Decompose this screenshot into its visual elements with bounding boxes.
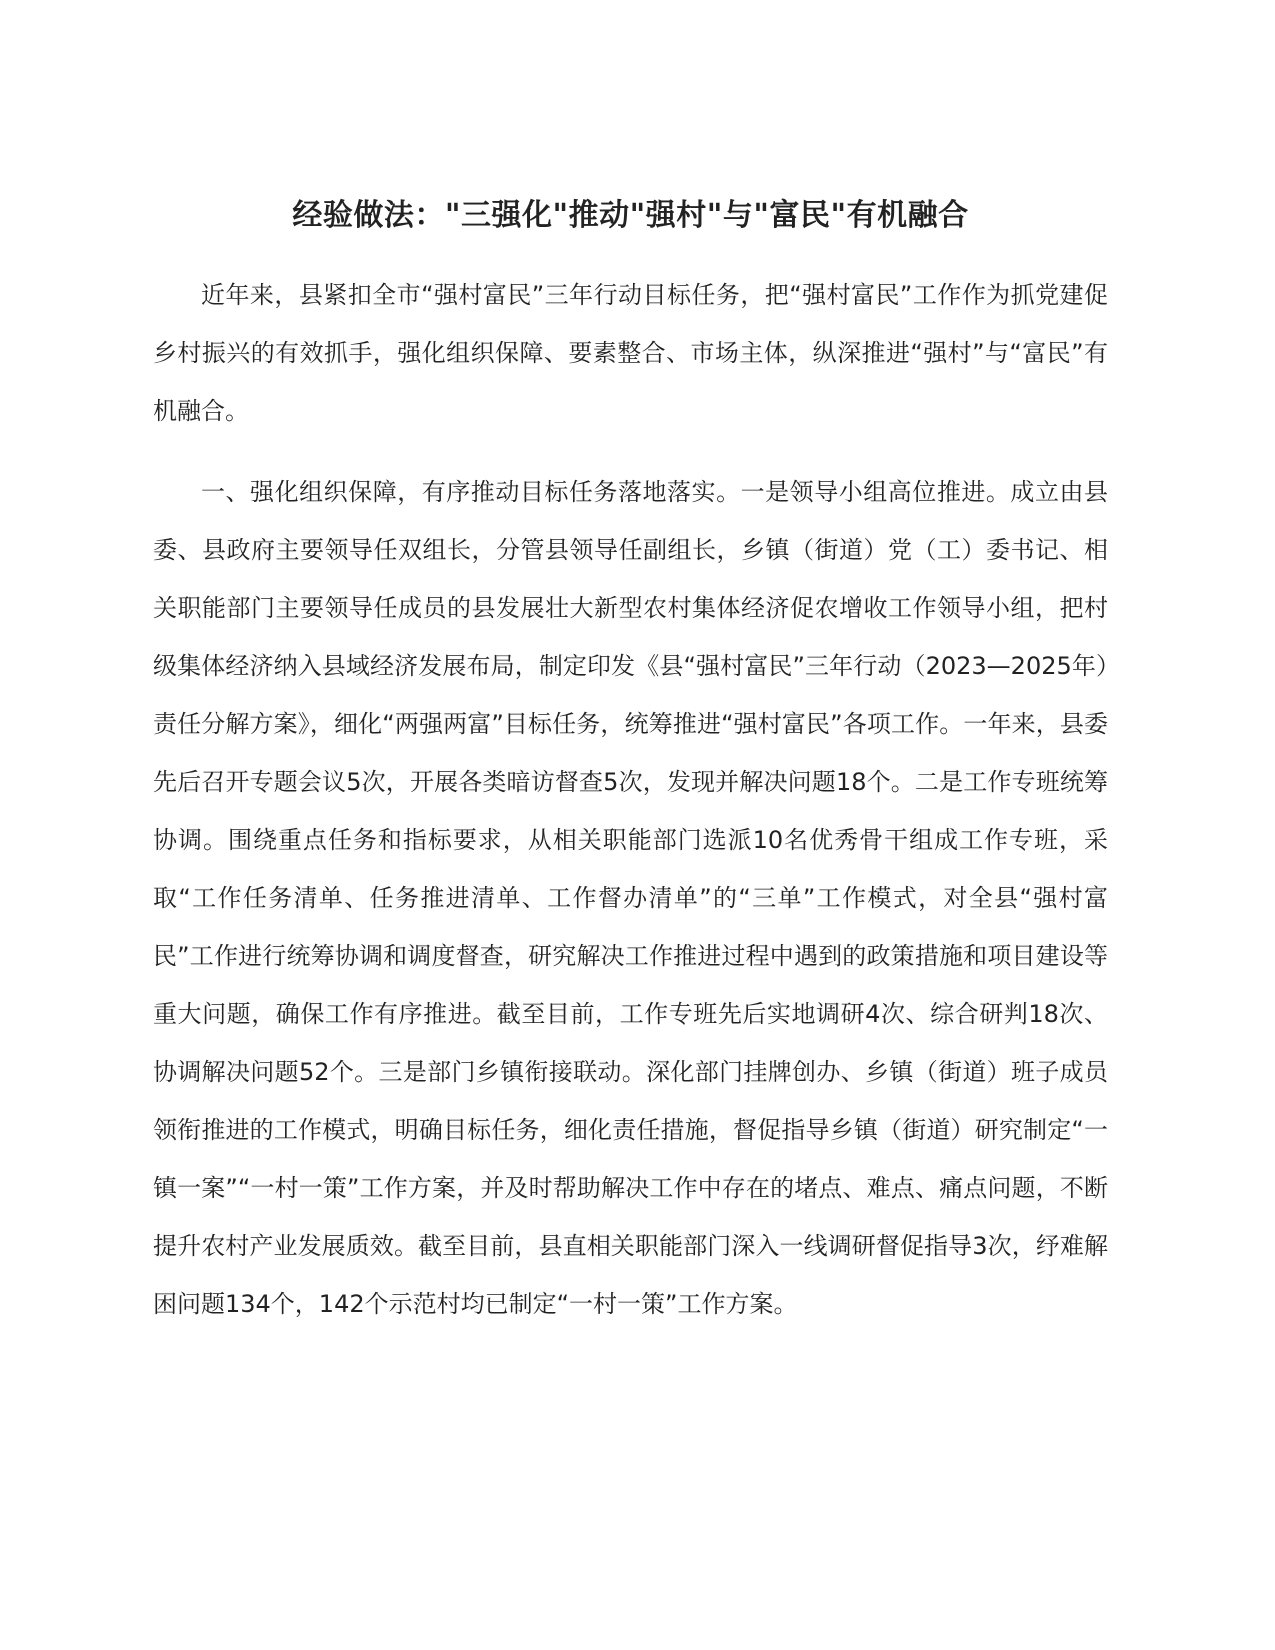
document-title: 经验做法："三强化"推动"强村"与"富民"有机融合 [292, 198, 969, 233]
document-page [153, 0, 1108, 1650]
intro-paragraph: 近年来，县紧扣全市“强村富民”三年行动目标任务，把“强村富民”工作作为抓党建促乡村振兴的有效抓手，强化组织保障、要素整合、市场主体，纵深推进“强村”与“富民”有机融合。 [153, 281, 1108, 425]
section-one-paragraph: 一、强化组织保障，有序推动目标任务落地落实。一是领导小组高位推进。成立由县委、县政府主要领导任双组长，分管县领导任副组长，乡镇（街道）党（工）委书记、相关职能部门主要领导任成员的县发展壮大新型农村集体经济促农增收工作领导小组，把村级集体经济纳入县域经济发展布局，制定印发《县“强村富民”三年行动（2023—2025年）责任分解方案》，细化“两强两富”目标任务，统筹推进“强村富民”各项工作。一年来，县委先后召开专题会议5次，开展各类暗访督查5次，发现并解决问题18个。二是工作专班统筹协调。围绕重点任务和指标要求，从相关职能部门选派10名优秀骨干组成工作专班，采取“工作任务清单、任务推进清单、工作督办清单”的“三单”工作模式，对全县“强村富民”工作进行统筹协调和调度督查，研究解决工作推进过程中遇到的政策措施和项目建设等重大问题，确保工作有序推进。截至目前，工作专班先后实地调研4次、综合研判18次、协调解决问题52个。三是部门乡镇衔接联动。深化部门挂牌创办、乡镇（街道）班子成员领衔推进的工作模式，明确目标任务，细化责任措施，督促指导乡镇（街道）研究制定“一镇一案”“一村一策”工作方案，并及时帮助解决工作中存在的堵点、难点、痛点问题，不断提升农村产业发展质效。截至目前，县直相关职能部门深入一线调研督促指导3次，纾难解困问题134个，142个示范村均已制定“一村一策”工作方案。 [153, 478, 1108, 1318]
